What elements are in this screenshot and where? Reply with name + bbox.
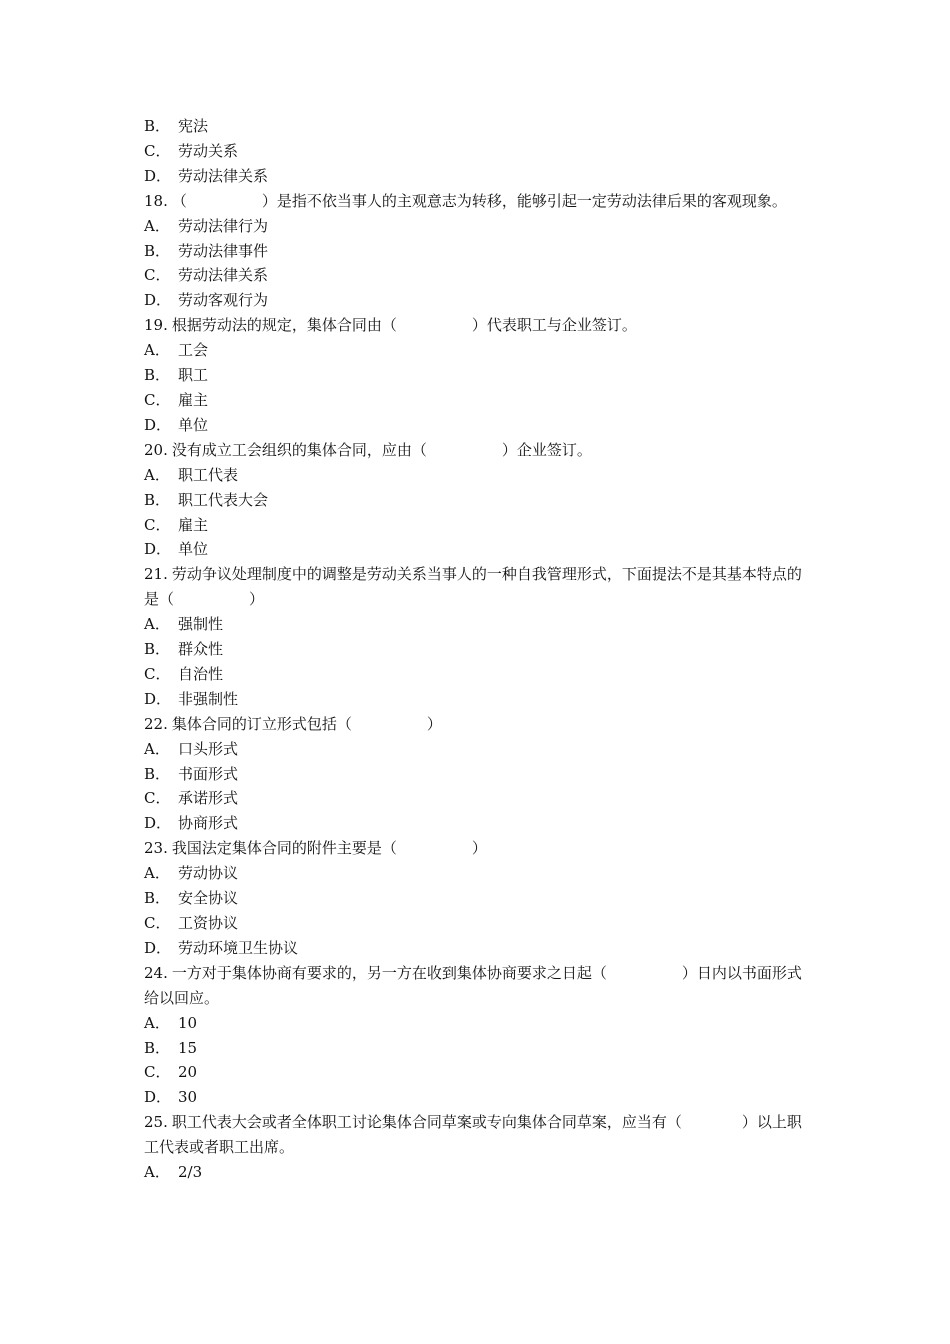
option-letter: A． [144,615,170,634]
option-letter: C． [144,390,171,409]
question-number: 18. [144,191,168,210]
option-letter: D． [144,415,172,434]
option-text: 劳动法律关系 [178,266,269,285]
option-text: 职工代表大会 [178,490,269,509]
option-letter: A． [144,1013,170,1032]
option-text: 宪法 [178,117,209,135]
option-text: 30 [178,1088,198,1107]
question-text [144,712,809,737]
option-text: 劳动法律行为 [178,216,269,235]
answer-option [144,288,809,313]
answer-option [144,1085,809,1110]
option-letter: A． [144,1163,170,1182]
option-letter: D． [144,291,172,310]
question-stem: 根据劳动法的规定，集体合同由（ ）代表职工与企业签订。 [171,316,637,335]
option-text: 职工 [178,366,209,385]
option-letter: C． [144,789,171,808]
option-letter: C． [144,266,171,285]
option-letter: D． [144,540,172,559]
question-text [144,1110,809,1160]
option-letter: D． [144,166,172,185]
question-stem: 劳动争议处理制度中的调整是劳动关系当事人的一种自我管理形式，下面提法不是其基本特点的是（ ） [144,565,802,609]
answer-option [144,762,809,787]
option-letter: C． [144,914,171,932]
option-letter: D． [144,689,172,708]
option-letter: C． [144,141,171,160]
answer-option [144,239,809,264]
question-stem: 集体合同的订立形式包括（ ） [171,714,442,733]
option-text: 2/3 [178,1163,203,1182]
option-text: 群众性 [178,640,224,659]
answer-option [144,463,809,488]
option-letter: A． [144,739,170,758]
option-letter: B． [144,640,171,659]
answer-option [144,363,809,388]
option-letter: B． [144,764,171,783]
question-number: 25. [144,1113,168,1132]
question-stem: （ ）是指不依当事人的主观意志为转移，能够引起一定劳动法律后果的客观现象。 [171,191,787,210]
option-text: 工会 [178,341,209,360]
option-text: 20 [178,1063,198,1082]
answer-option [144,263,809,288]
question-text [144,438,809,463]
answer-option [144,114,809,139]
option-text: 劳动法律关系 [178,166,269,185]
option-text: 单位 [178,540,209,559]
question-number: 24. [144,963,168,982]
option-letter: D． [144,814,172,833]
option-letter: C． [144,664,171,683]
option-letter: B． [144,241,171,260]
option-text: 单位 [178,415,209,434]
answer-option [144,637,809,662]
option-letter: B． [144,366,171,385]
option-text: 承诺形式 [178,789,239,808]
answer-option [144,488,809,513]
option-text: 非强制性 [178,689,239,708]
option-text: 工资协议 [178,914,239,932]
option-text: 雇主 [178,390,209,409]
answer-option [144,1160,809,1185]
answer-option [144,1011,809,1036]
question-text [144,961,809,1011]
option-text: 强制性 [178,615,224,634]
question-number: 21. [144,565,168,584]
question-stem: 没有成立工会组织的集体合同，应由（ ）企业签订。 [171,440,592,459]
option-text: 书面形式 [178,764,239,783]
answer-option [144,861,809,886]
answer-option [144,537,809,562]
answer-option [144,811,809,836]
option-letter: C． [144,515,171,534]
option-letter: A． [144,216,170,235]
option-text: 自治性 [178,664,224,683]
answer-option [144,737,809,762]
answer-option [144,936,809,961]
option-letter: D． [144,938,172,957]
answer-option [144,413,809,438]
option-text: 职工代表 [178,465,239,484]
question-number: 22. [144,714,168,733]
option-text: 劳动协议 [178,864,239,883]
question-number: 23. [144,839,168,858]
answer-option [144,1060,809,1085]
option-text: 安全协议 [178,889,239,908]
question-stem: 我国法定集体合同的附件主要是（ ） [171,839,487,858]
option-letter: A． [144,864,170,883]
answer-option [144,1036,809,1061]
question-text [144,562,809,612]
option-text: 10 [178,1013,198,1032]
answer-option [144,911,809,936]
answer-option [144,139,809,164]
option-letter: C． [144,1063,171,1082]
answer-option [144,612,809,637]
option-text: 劳动法律事件 [178,241,269,260]
option-text: 15 [178,1038,198,1057]
answer-option [144,513,809,538]
answer-option [144,164,809,189]
option-letter: B． [144,889,171,908]
question-stem: 一方对于集体协商有要求的，另一方在收到集体协商要求之日起（ ）日内以书面形式给以回应。 [144,963,802,1007]
answer-option [144,388,809,413]
question-text [144,836,809,861]
question-number: 20. [144,440,168,459]
answer-option [144,786,809,811]
question-text [144,189,809,214]
option-text: 劳动客观行为 [178,291,269,310]
option-text: 协商形式 [178,814,239,833]
option-text: 劳动关系 [178,141,239,160]
option-letter: B． [144,1038,171,1057]
document-body [144,114,809,1185]
answer-option [144,214,809,239]
option-letter: B． [144,490,171,509]
option-text: 雇主 [178,515,209,534]
option-text: 劳动环境卫生协议 [178,938,299,957]
question-stem: 职工代表大会或者全体职工讨论集体合同草案或专向集体合同草案，应当有（ ）以上职工代表或者职工出席。 [144,1113,802,1157]
question-number: 19. [144,316,168,335]
option-text: 口头形式 [178,739,239,758]
option-letter: A． [144,465,170,484]
answer-option [144,687,809,712]
option-letter: B． [144,117,171,135]
option-letter: A． [144,341,170,360]
question-text [144,313,809,338]
answer-option [144,886,809,911]
option-letter: D． [144,1088,172,1107]
answer-option [144,662,809,687]
answer-option [144,338,809,363]
